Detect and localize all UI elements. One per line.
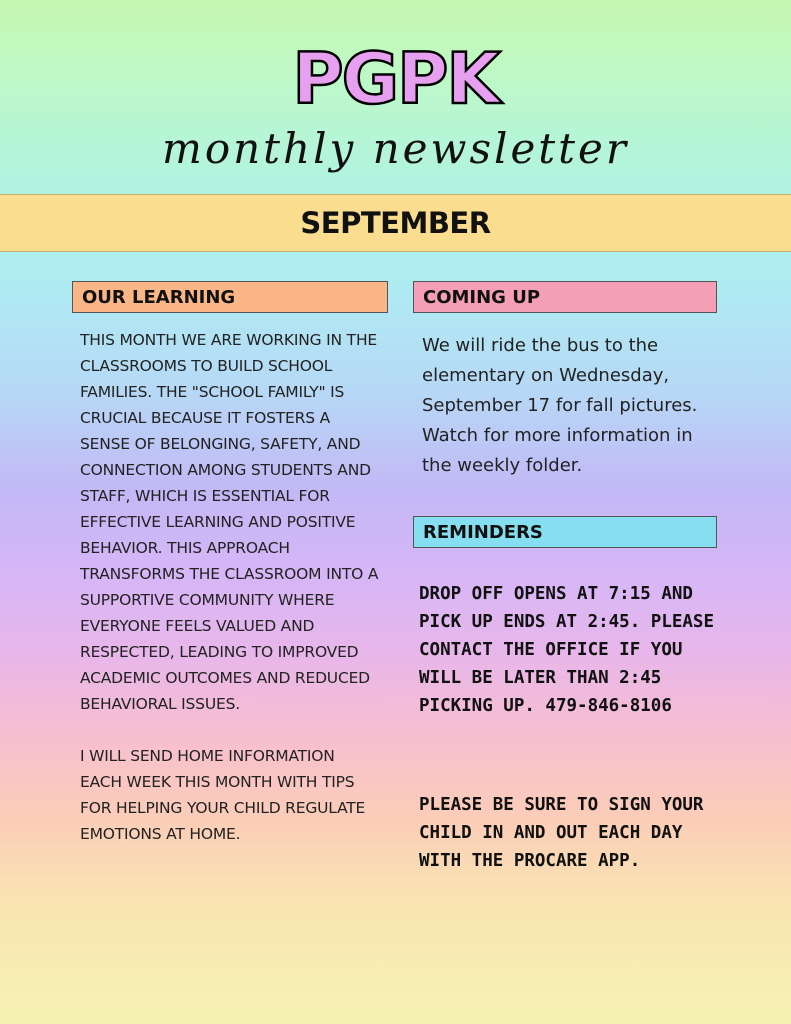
our-learning-paragraph-1: THIS MONTH WE ARE WORKING IN THE CLASSROOMS TO BUILD SCHOOL FAMILIES. THE "SCHOOL FAMILY" IS CRUCIAL BECAUSE IT FOSTERS A SENSE OF BELONGING, SAFETY, AND CONNECTION AMONG STUDENTS AND STAFF, WHICH IS ESSENTIAL FOR EFFECTIVE LEARNING AND POSITIVE BEHAVIOR. THIS APPROACH TRANSFORMS THE CLASSROOM INTO A SUPPORTIVE COMMUNITY WHERE EVERYONE FEELS VALUED AND RESPECTED, LEADING TO IMPROVED ACADEMIC OUTCOMES AND REDUCED BEHAVIORAL ISSUES. [80,331,379,713]
our-learning-paragraph-2: I WILL SEND HOME INFORMATION EACH WEEK THIS MONTH WITH TIPS FOR HELPING YOUR CHILD REGULATE EMOTIONS AT HOME. [80,747,366,843]
our-learning-section [80,327,380,873]
month-banner [0,194,791,252]
newsletter-subtitle: monthly newsletter [162,124,629,173]
our-learning-heading: OUR LEARNING [72,281,388,313]
reminders-heading: REMINDERS [413,516,717,548]
month-label: SEPTEMBER [300,206,491,240]
coming-up-heading: COMING UP [413,281,717,313]
reminder-sign-in: PLEASE BE SURE TO SIGN YOUR CHILD IN AND OUT EACH DAY WITH THE PROCARE APP. [419,795,704,871]
coming-up-text: We will ride the bus to the elementary on Wednesday, September 17 for fall pictures. Watch for more information in the weekly folder. [422,335,698,476]
reminder-drop-off: DROP OFF OPENS AT 7:15 AND PICK UP ENDS AT 2:45. PLEASE CONTACT THE OFFICE IF YOU WILL BE LATER THAN 2:45 PICKING UP. 479-846-8106 [419,584,715,716]
newsletter-title: PGPK [292,38,499,120]
